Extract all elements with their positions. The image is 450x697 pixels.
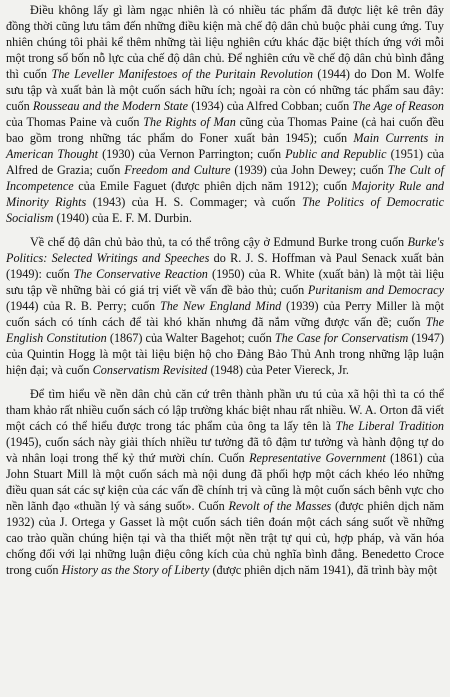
book-title: The Conservative Reaction — [73, 267, 208, 281]
book-title: The English Constitution — [6, 315, 444, 345]
book-title: Rousseau and the Modern State — [32, 99, 189, 113]
book-title: The Liberal Tradition — [335, 419, 445, 433]
body-text: (1939) của Perry Miller là một cuốn sách có tính cách để tài khó khăn nhưng đã nắm vững được vấn đề; cuốn — [6, 299, 444, 329]
body-text: Điều không lấy gì làm ngạc nhiên là có nhiều tác phẩm đã được liệt kê trên đây đồng thời cũng lưu tâm đến những điều kiện mà chế độ dân chủ buộc phải cung ứng. Tuy nhiên chúng tôi phải kể thêm những tài liệu nghiên cứu khác đặc biệt thích ứng với mỗi một trong số bốn nỗ lực của chế độ dân chủ. Để nghiên cứu về chế độ dân chủ bình đẳng thì cuốn — [6, 3, 444, 81]
book-title: Representative Government — [249, 451, 386, 465]
body-text: của Emile Faguet (được phiên dịch năm 1912); cuốn — [73, 179, 352, 193]
body-text: (1944) của R. B. Perry; cuốn — [6, 299, 160, 313]
body-text: (1947) của Quintin Hogg là một tài liệu biện hộ cho Đảng Bảo Thủ Anh trong những lập luận hiện đại; và cuốn — [6, 331, 445, 377]
book-title: Freedom and Culture — [124, 163, 231, 177]
book-title: The New England Mind — [159, 299, 282, 313]
body-text: (1940) của E. F. M. Durbin. — [53, 211, 192, 225]
body-text: (1930) của Vernon Parrington; cuốn — [98, 147, 286, 161]
book-title: The Age of Reason — [352, 99, 445, 113]
body-text: (1951) của Alfred de Grazia; cuốn — [6, 147, 445, 177]
paragraph-conservative-democracy — [6, 234, 444, 378]
book-title: The Cult of Incompetence — [6, 163, 444, 193]
body-text: (1950) của R. White (xuất bản) là một tài liệu sưu tập về những bài có giá trị viết về vấn đề bảo thủ; cuốn — [6, 267, 444, 297]
body-text: (được phiên dịch năm 1932) của J. Ortega y Gasset là một cuốn sách tiên đoán một cách sáng suốt về những cao trào quần chúng hiện tại và tha thiết một nền trật tự qui củ, hợp pháp, và văn hóa chống đối với lại những luận điệu công kích của chủ nghĩa bình đẳng. Benedetto Croce trong cuốn — [6, 499, 445, 577]
book-title: Burke's Politics: Selected Writings and Speeches — [6, 235, 444, 265]
body-text: (1944) do Don M. Wolfe sưu tập và xuất bản là một cuốn sách hữu ích; ngoài ra còn có những tác phẩm sau đây: cuốn — [6, 67, 444, 113]
body-text: (1945), cuốn sách này giải thích nhiều tư tưởng đã tô đậm tư tưởng và hành động tự do và nhân loại trong thế kỷ thứ mười chín. Cuốn — [6, 435, 444, 465]
body-text: (được phiên dịch năm 1941), đã trình bày một — [209, 563, 438, 577]
body-text: (1934) của Alfred Cobban; cuốn — [188, 99, 353, 113]
paragraph-egalitarian-democracy — [6, 2, 444, 226]
book-title: Conservatism Revisited — [92, 363, 208, 377]
body-text: (1867) của Walter Bagehot; cuốn — [106, 331, 275, 345]
body-text: (1948) của Peter Viereck, Jr. — [207, 363, 349, 377]
body-text: do R. J. S. Hoffman và Paul Senack xuất bản (1949): cuốn — [6, 251, 444, 281]
body-text: của Thomas Paine và cuốn — [6, 115, 144, 129]
body-text: Để tìm hiểu về nền dân chủ căn cứ trên thành phần ưu tú của xã hội thì ta có thể tham khảo rất nhiều cuốn sách có lập trường khác biệt nhau rất nhiều. W. A. Orton đã viết một cách có thể hiểu được trong tác phẩm của ông ta lấy tên là — [6, 387, 444, 433]
book-title: The Case for Conservatism — [274, 331, 409, 345]
body-text: cũng của Thomas Paine (cả hai cuốn đều bao gồm trong những tác phẩm do Foner xuất bản 1945); cuốn — [6, 115, 445, 145]
book-title: Puritanism and Democracy — [307, 283, 444, 297]
book-title: The Leveller Manifestoes of the Puritain Revolution — [51, 67, 313, 81]
paragraph-elite-democracy — [6, 386, 444, 578]
book-title: Public and Republic — [285, 147, 387, 161]
book-title: Revolt of the Masses — [228, 499, 332, 513]
book-title: History as the Story of Liberty — [61, 563, 210, 577]
book-title: The Politics of Democratic Socialism — [6, 195, 445, 225]
book-title: The Rights of Man — [143, 115, 236, 129]
book-title: Main Currents in American Thought — [6, 131, 444, 161]
body-text: Về chế độ dân chủ bảo thủ, ta có thể trông cậy ở Edmund Burke trong cuốn — [30, 235, 408, 249]
body-text: (1861) của John Stuart Mill là một cuốn sách mà nội dung đã phối hợp một cách khéo léo những điều quan sát các sự kiện của các vấn đề chính trị và cũng là một cuốn sách bênh vực cho nền lãnh đạo «thuần lý và sáng suốt». Cuốn — [6, 451, 444, 513]
book-title: Majority Rule and Minority Rights — [6, 179, 445, 209]
body-text: (1939) của John Dewey; cuốn — [230, 163, 388, 177]
body-text: (1943) của H. S. Commager; và cuốn — [86, 195, 303, 209]
